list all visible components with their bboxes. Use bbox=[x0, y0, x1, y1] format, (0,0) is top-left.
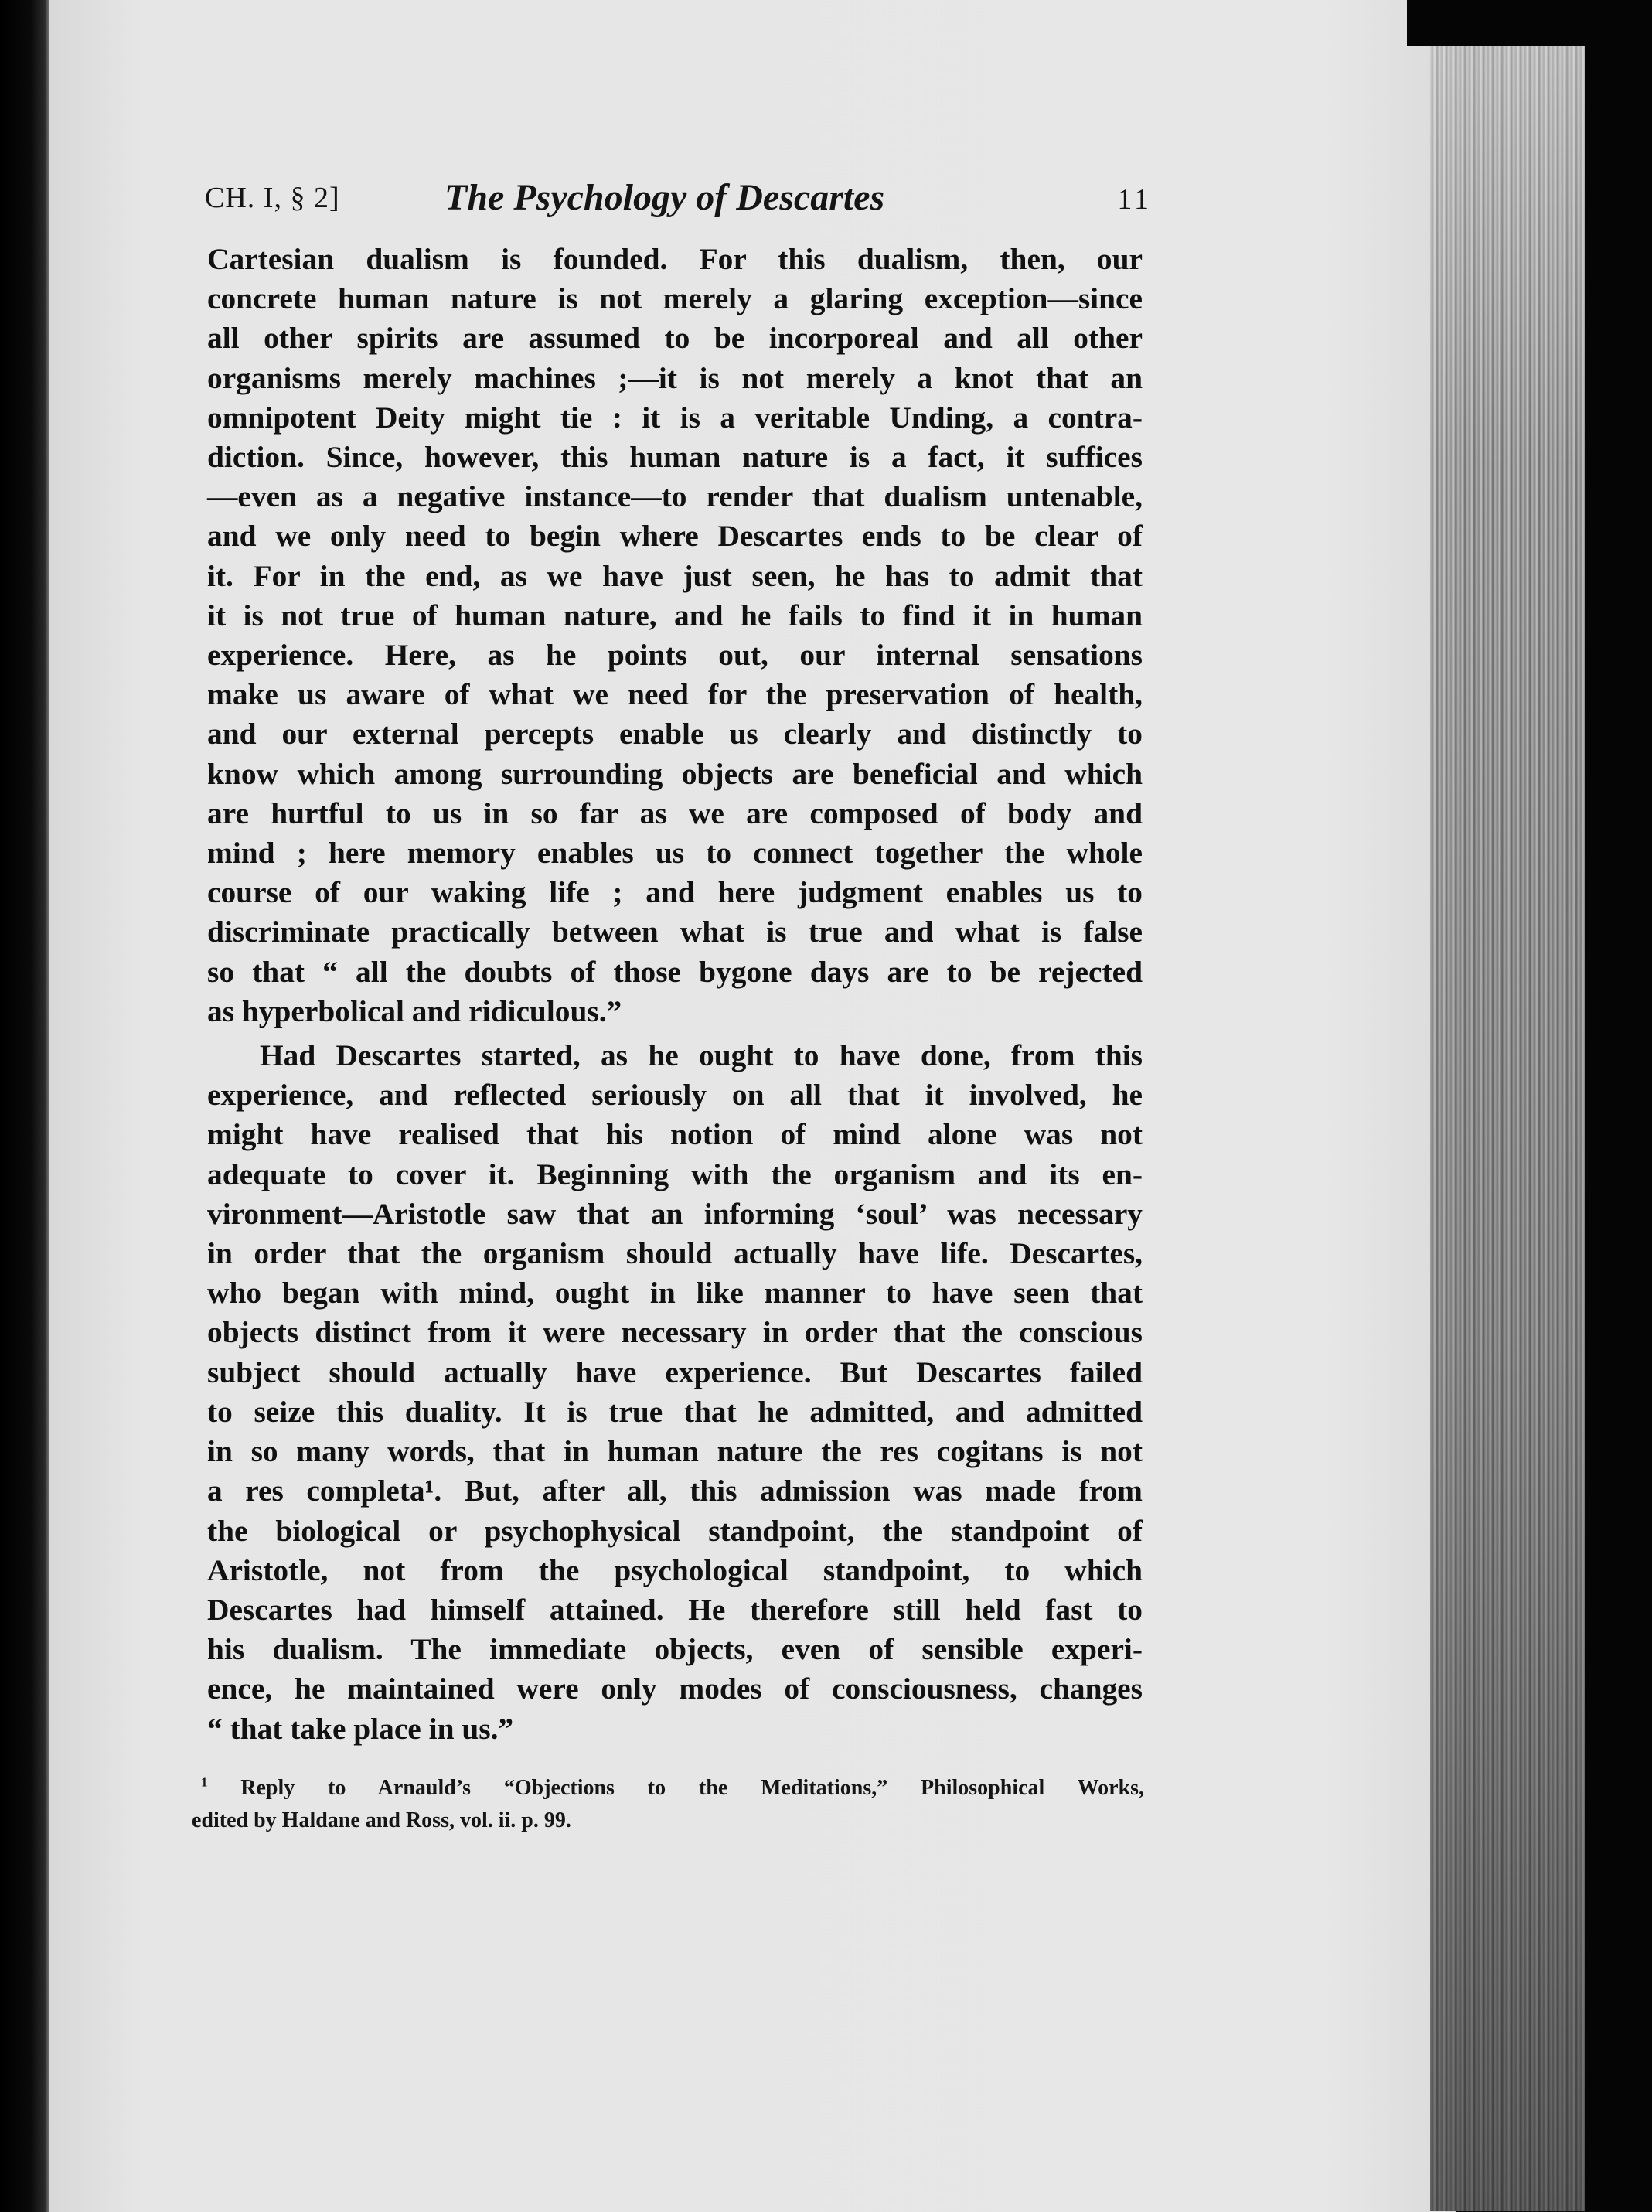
text-line: subject should actually have experience. But Descartes failed bbox=[207, 1355, 1143, 1389]
text-line: Descartes had himself attained. He therefore still held fast to bbox=[207, 1592, 1143, 1627]
paragraph-2 bbox=[207, 1036, 1143, 1749]
text-line: adequate to cover it. Beginning with the organism and its en- bbox=[207, 1157, 1143, 1191]
text-line: discriminate practically between what is true and what is false bbox=[207, 915, 1143, 949]
text-line: course of our waking life ; and here judgment enables us to bbox=[207, 875, 1143, 910]
main-text bbox=[207, 240, 1143, 1749]
text-line: all other spirits are assumed to be incorporeal and all other bbox=[207, 321, 1143, 356]
text-line: diction. Since, however, this human nature is a fact, it suffices bbox=[207, 440, 1143, 475]
text-line: objects distinct from it were necessary in order that the conscious bbox=[207, 1315, 1143, 1350]
text-line: know which among surrounding objects are beneficial and which bbox=[207, 756, 1143, 791]
chapter-reference: CH. I, § 2] bbox=[205, 182, 340, 214]
text-line: organisms merely machines ;—it is not merely a knot that an bbox=[207, 360, 1143, 395]
book-fore-edge-shade bbox=[1430, 31, 1585, 2211]
text-line: —even as a negative instance—to render that dualism untenable, bbox=[207, 479, 1143, 514]
text-line: as hyperbolical and ridiculous.” bbox=[207, 994, 622, 1028]
scan-left-edge bbox=[0, 0, 54, 2212]
text-line: mind ; here memory enables us to connect together the whole bbox=[207, 836, 1143, 871]
text-line: Had Descartes started, as he ought to have done, from this bbox=[260, 1038, 1143, 1073]
footnote-line-2: edited by Haldane and Ross, vol. ii. p. 99. bbox=[192, 1808, 571, 1832]
text-line: omnipotent Deity might tie : it is a veritable Unding, a contra- bbox=[207, 400, 1143, 435]
scan-right-background bbox=[1585, 0, 1652, 2212]
running-title: The Psychology of Descartes bbox=[445, 177, 885, 218]
text-line: and our external percepts enable us clearly and distinctly to bbox=[207, 717, 1143, 752]
text-line: in so many words, that in human nature the res cogitans is not bbox=[207, 1434, 1143, 1469]
footnote bbox=[192, 1772, 1144, 1837]
page-number: 11 bbox=[1117, 183, 1152, 216]
text-line: concrete human nature is not merely a glaring exception—since bbox=[207, 281, 1143, 316]
text-line: a res completa¹. But, after all, this admission was made from bbox=[207, 1474, 1143, 1508]
text-line: who began with mind, ought in like manner to have seen that bbox=[207, 1276, 1143, 1310]
text-line: it is not true of human nature, and he fails to find it in human bbox=[207, 598, 1143, 632]
footnote-text-1: Reply to Arnauld’s “Objections to the Meditations,” Philosophical Works, bbox=[240, 1776, 1144, 1800]
text-line: might have realised that his notion of mind alone was not bbox=[207, 1117, 1143, 1152]
running-head bbox=[205, 176, 1152, 223]
footnote-marker: 1 bbox=[201, 1774, 208, 1790]
text-line: his dualism. The immediate objects, even of sensible experi- bbox=[207, 1632, 1143, 1667]
text-line: it. For in the end, as we have just seen, he has to admit that bbox=[207, 558, 1143, 593]
text-line: ence, he maintained were only modes of consciousness, changes bbox=[207, 1672, 1143, 1706]
text-line: to seize this duality. It is true that he admitted, and admitted bbox=[207, 1394, 1143, 1429]
text-line: vironment—Aristotle saw that an informing ‘soul’ was necessary bbox=[207, 1196, 1143, 1231]
footnote-line-1 bbox=[192, 1772, 1144, 1805]
text-line: so that “ all the doubts of those bygone days are to be rejected bbox=[207, 954, 1143, 989]
text-line: experience. Here, as he points out, our internal sensations bbox=[207, 638, 1143, 673]
text-line: and we only need to begin where Descartes ends to be clear of bbox=[207, 519, 1143, 554]
text-line: the biological or psychophysical standpoint, the standpoint of bbox=[207, 1513, 1143, 1548]
text-line: Cartesian dualism is founded. For this dualism, then, our bbox=[207, 242, 1143, 276]
text-line: “ that take place in us.” bbox=[207, 1711, 514, 1746]
text-line: Aristotle, not from the psychological standpoint, to which bbox=[207, 1552, 1143, 1587]
text-line: in order that the organism should actually have life. Descartes, bbox=[207, 1236, 1143, 1271]
paragraph-1 bbox=[207, 240, 1143, 1031]
text-line: make us aware of what we need for the preservation of health, bbox=[207, 677, 1143, 712]
text-line: are hurtful to us in so far as we are composed of body and bbox=[207, 796, 1143, 830]
text-line: experience, and reflected seriously on all that it involved, he bbox=[207, 1078, 1143, 1113]
